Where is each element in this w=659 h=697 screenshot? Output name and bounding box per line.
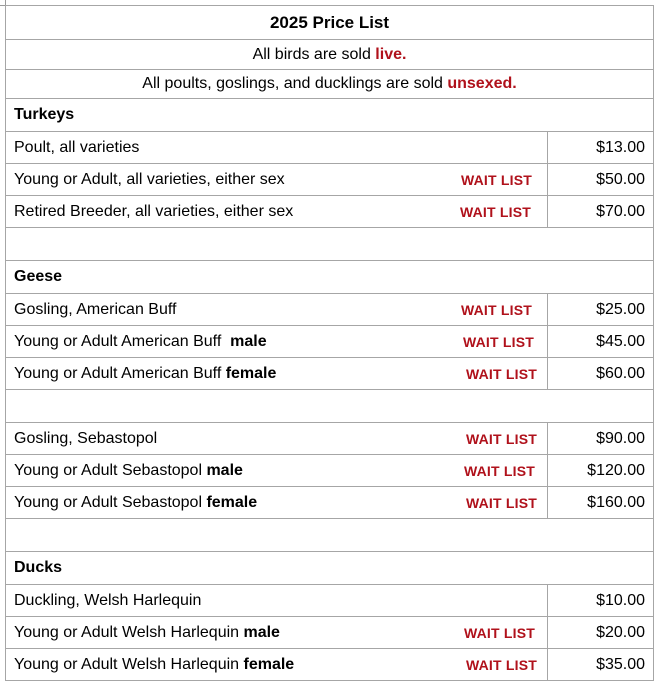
item-price: $35.00	[548, 649, 654, 681]
item-price: $13.00	[548, 132, 654, 164]
note-live	[6, 40, 654, 70]
table-row	[6, 617, 654, 649]
table-row	[6, 649, 654, 681]
item-name	[6, 487, 548, 519]
table-row	[6, 326, 654, 358]
section-title: Geese	[6, 261, 654, 294]
item-name	[6, 649, 548, 681]
spacer-cell	[6, 519, 654, 552]
sex-label: male	[243, 623, 280, 641]
section-header-turkeys	[6, 99, 654, 132]
item-name-text: Duckling, Welsh Harlequin	[14, 591, 202, 609]
item-name-text: Young or Adult American Buff	[14, 332, 231, 350]
wait-list-badge: WAIT LIST	[460, 171, 532, 188]
item-name-text: Young or Adult Sebastopol	[14, 461, 207, 479]
item-name	[6, 617, 548, 649]
item-price: $45.00	[548, 326, 654, 358]
table-row	[6, 132, 654, 164]
item-name	[6, 294, 548, 326]
item-price: $90.00	[548, 423, 654, 455]
sex-label: male	[206, 461, 243, 479]
sex-label: female	[225, 364, 277, 382]
spacer-row	[6, 228, 654, 261]
note-unsexed	[6, 70, 654, 99]
sex-label: male	[230, 332, 267, 350]
title-row	[6, 6, 654, 40]
wait-list-badge: WAIT LIST	[463, 462, 535, 479]
note-text: All poults, goslings, and ducklings are sold	[142, 75, 448, 92]
note-emphasis-unsexed: unsexed.	[447, 75, 517, 92]
item-name	[6, 423, 548, 455]
item-price: $160.00	[548, 487, 654, 519]
spacer-row	[6, 519, 654, 552]
item-name-text: Young or Adult American Buff	[14, 364, 226, 382]
item-name	[6, 585, 548, 617]
item-name-text: Young or Adult Welsh Harlequin	[14, 623, 244, 641]
note-row-live	[6, 40, 654, 70]
table-row	[6, 585, 654, 617]
table-row	[6, 487, 654, 519]
note-emphasis-live: live.	[375, 45, 407, 63]
price-list-table	[5, 5, 654, 681]
item-price: $70.00	[548, 196, 654, 228]
sex-label: female	[243, 655, 295, 673]
item-name	[6, 455, 548, 487]
section-header-geese	[6, 261, 654, 294]
item-name-text: Gosling, Sebastopol	[14, 429, 158, 447]
table-row	[6, 455, 654, 487]
section-title: Turkeys	[6, 99, 654, 132]
item-name	[6, 132, 548, 164]
item-name-text: Poult, all varieties	[14, 138, 140, 156]
item-name-text: Gosling, American Buff	[14, 300, 177, 318]
item-price: $120.00	[548, 455, 654, 487]
wait-list-badge: WAIT LIST	[460, 301, 532, 318]
table-row	[6, 358, 654, 390]
page-title: 2025 Price List	[6, 6, 654, 40]
table-row	[6, 196, 654, 228]
wait-list-badge: WAIT LIST	[465, 656, 537, 673]
item-name-text: Young or Adult, all varieties, either sex	[14, 170, 285, 188]
item-price: $25.00	[548, 294, 654, 326]
item-price: $50.00	[548, 164, 654, 196]
spacer-cell	[6, 390, 654, 423]
item-name-text: Young or Adult Welsh Harlequin	[14, 655, 244, 673]
table-row	[6, 164, 654, 196]
item-price: $10.00	[548, 585, 654, 617]
wait-list-badge: WAIT LIST	[465, 365, 537, 382]
item-name	[6, 164, 548, 196]
spacer-cell	[6, 228, 654, 261]
wait-list-badge: WAIT LIST	[459, 203, 531, 220]
item-name-text: Young or Adult Sebastopol	[14, 493, 207, 511]
sex-label: female	[206, 493, 258, 511]
table-row	[6, 294, 654, 326]
table-row	[6, 423, 654, 455]
item-name-text: Retired Breeder, all varieties, either sex	[14, 202, 294, 220]
wait-list-badge: WAIT LIST	[462, 333, 534, 350]
wait-list-badge: WAIT LIST	[465, 430, 537, 447]
item-name	[6, 326, 548, 358]
section-header-ducks	[6, 552, 654, 585]
note-row-unsexed	[6, 70, 654, 99]
item-name	[6, 358, 548, 390]
item-price: $60.00	[548, 358, 654, 390]
spacer-row	[6, 390, 654, 423]
section-title: Ducks	[6, 552, 654, 585]
item-price: $20.00	[548, 617, 654, 649]
wait-list-badge: WAIT LIST	[463, 624, 535, 641]
item-name	[6, 196, 548, 228]
wait-list-badge: WAIT LIST	[465, 494, 537, 511]
note-text: All birds are sold	[252, 45, 376, 63]
